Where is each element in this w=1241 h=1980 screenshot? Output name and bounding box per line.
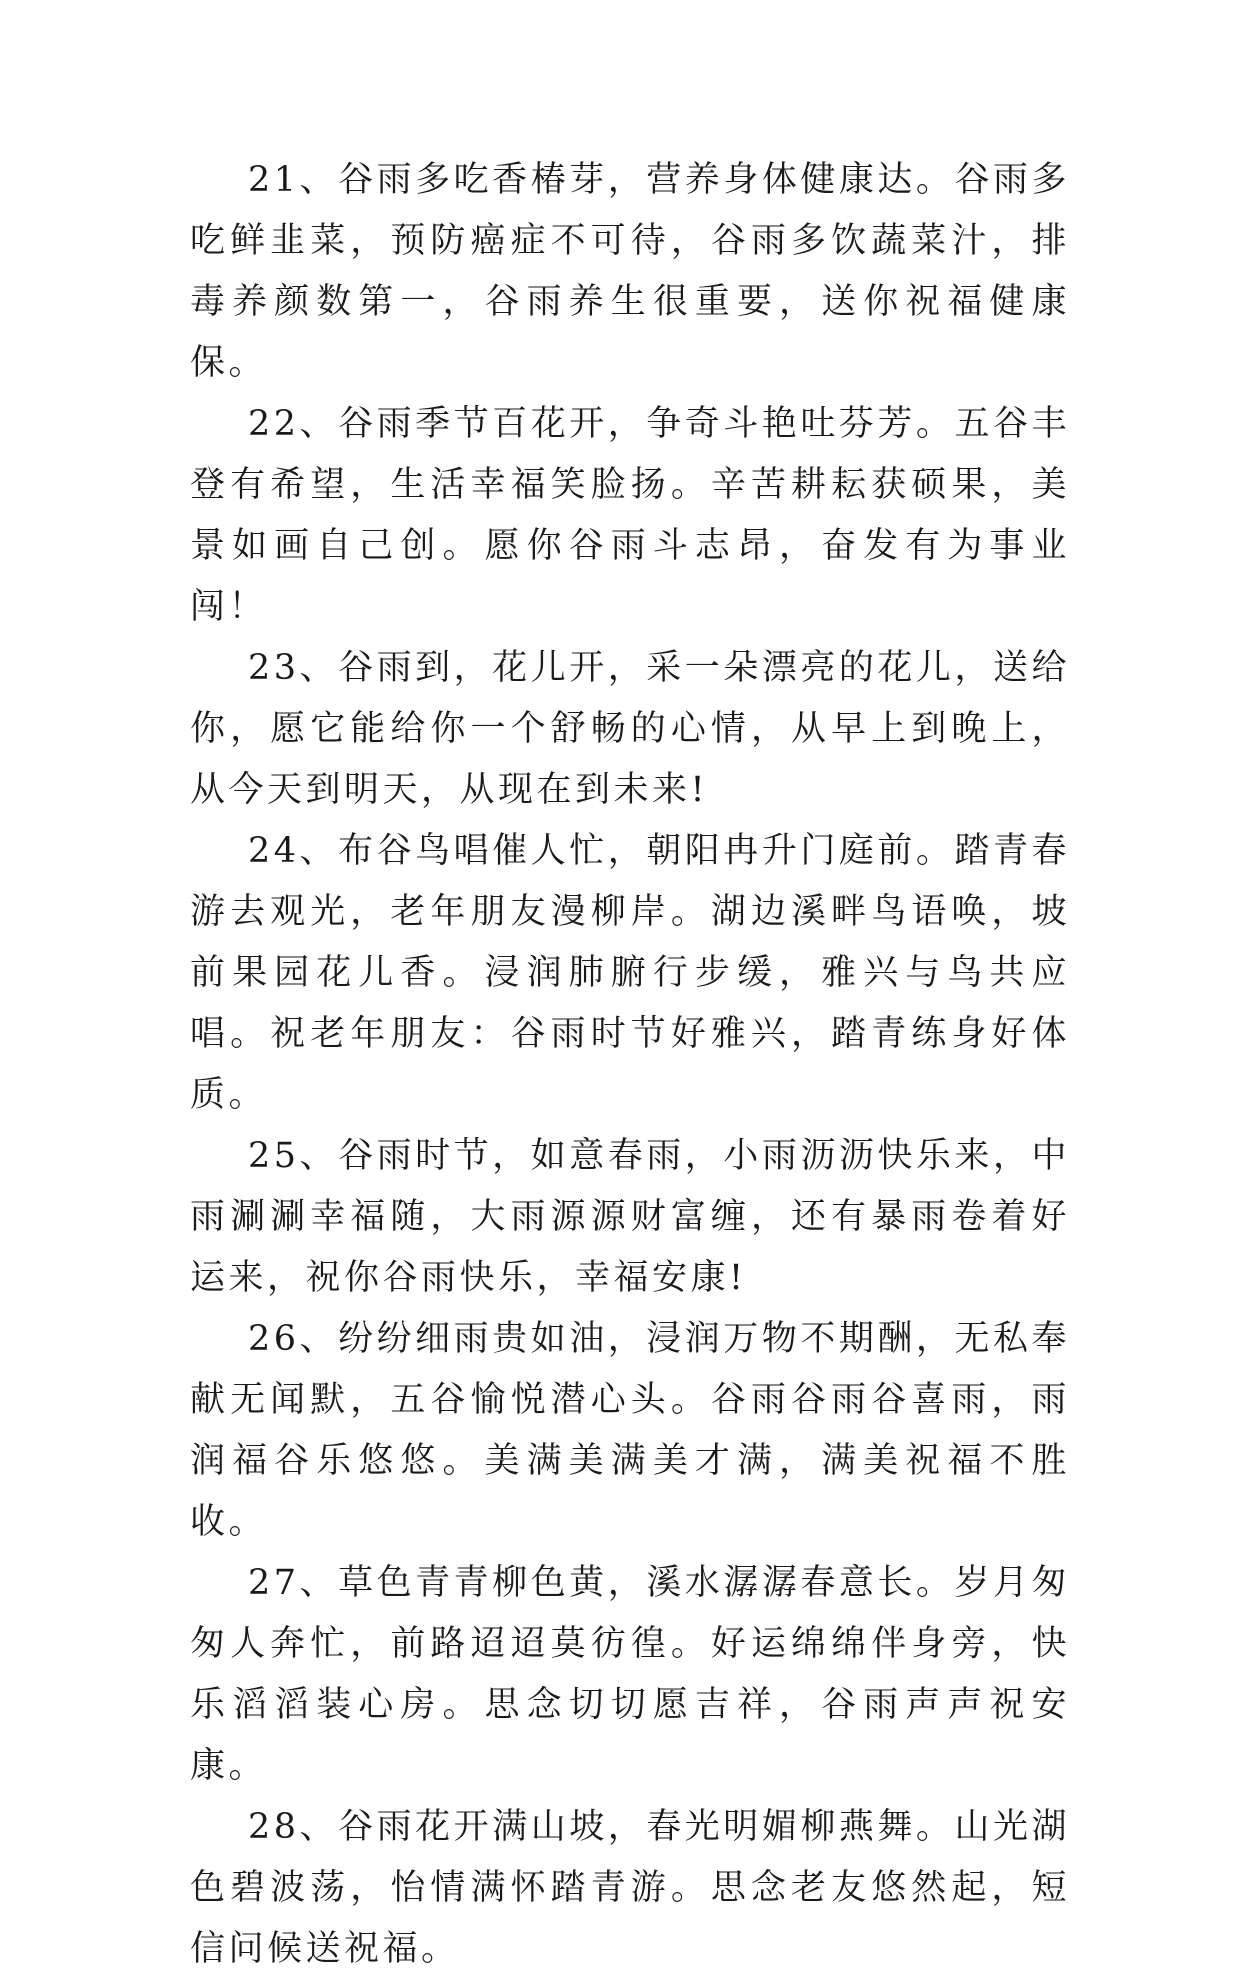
paragraph-22: 22、谷雨季节百花开，争奇斗艳吐芬芳。五谷丰登有希望，生活幸福笑脸扬。辛苦耕耘获硕果，美景如画自己创。愿你谷雨斗志昂，奋发有为事业闯！ bbox=[190, 404, 1070, 627]
paragraph-24: 24、布谷鸟唱催人忙，朝阳冉升门庭前。踏青春游去观光，老年朋友漫柳岸。湖边溪畔鸟语唤，坡前果园花儿香。浸润肺腑行步缓，雅兴与鸟共应唱。祝老年朋友：谷雨时节好雅兴，踏青练身好体质。 bbox=[190, 831, 1070, 1115]
paragraph-26: 26、纷纷细雨贵如油，浸润万物不期酬，无私奉献无闻默，五谷愉悦潜心头。谷雨谷雨谷喜雨，雨润福谷乐悠悠。美满美满美才满，满美祝福不胜收。 bbox=[190, 1319, 1070, 1542]
paragraph-23: 23、谷雨到，花儿开，采一朵漂亮的花儿，送给你，愿它能给你一个舒畅的心情，从早上到晚上，从今天到明天，从现在到未来! bbox=[190, 648, 1070, 810]
paragraph-27: 27、草色青青柳色黄，溪水潺潺春意长。岁月匆匆人奔忙，前路迢迢莫彷徨。好运绵绵伴身旁，快乐滔滔装心房。思念切切愿吉祥，谷雨声声祝安康。 bbox=[190, 1563, 1070, 1786]
document-page bbox=[190, 150, 1070, 1980]
paragraph-25: 25、谷雨时节，如意春雨，小雨沥沥快乐来，中雨涮涮幸福随，大雨源源财富缠，还有暴雨卷着好运来，祝你谷雨快乐，幸福安康! bbox=[190, 1136, 1070, 1298]
paragraph-21: 21、谷雨多吃香椿芽，营养身体健康达。谷雨多吃鲜韭菜，预防癌症不可待，谷雨多饮蔬菜汁，排毒养颜数第一，谷雨养生很重要，送你祝福健康保。 bbox=[190, 160, 1070, 383]
paragraph-28: 28、谷雨花开满山坡，春光明媚柳燕舞。山光湖色碧波荡，怡情满怀踏青游。思念老友悠然起，短信问候送祝福。 bbox=[190, 1807, 1070, 1969]
